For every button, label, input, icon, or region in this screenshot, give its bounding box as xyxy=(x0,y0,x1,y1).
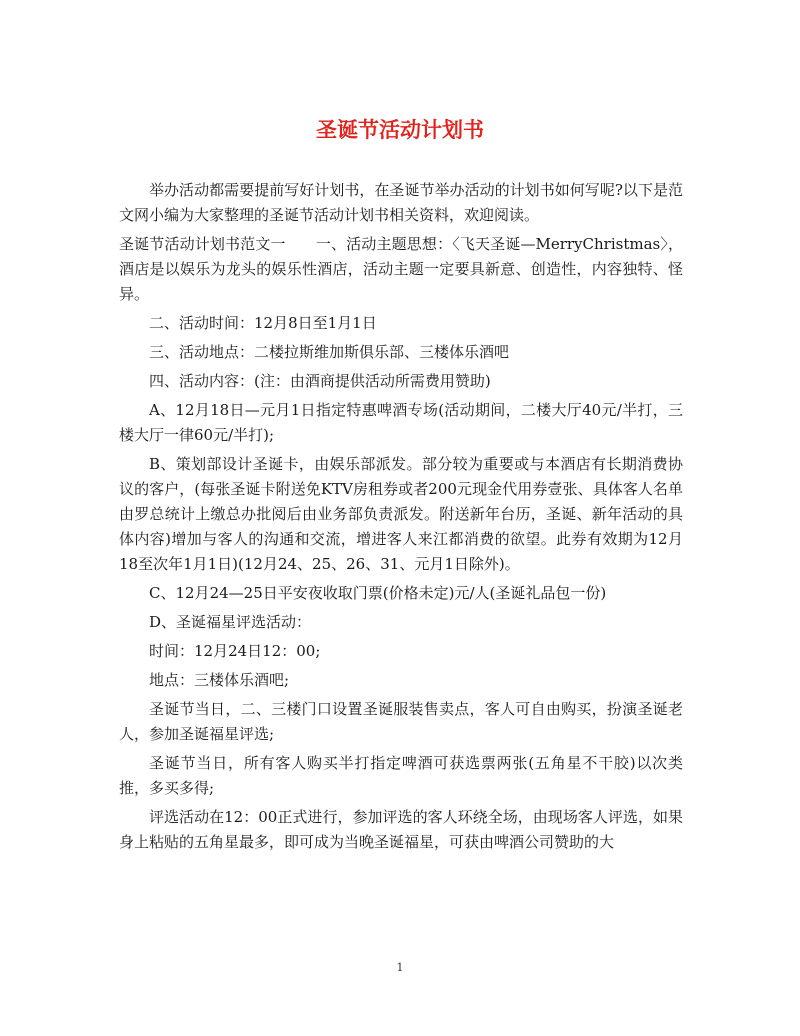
paragraph-theme: 圣诞节活动计划书范文一 一、活动主题思想：〈飞天圣诞—MerryChristmas〉，酒店是以娱乐为龙头的娱乐性酒店，活动主题一定要具新意、创造性，内容独特、怪异。 xyxy=(119,235,683,303)
paragraph-d-location: 地点：三楼体乐酒吧; xyxy=(149,671,290,689)
paragraph-location: 三、活动地点：二楼拉斯维加斯俱乐部、三楼体乐酒吧 xyxy=(149,343,510,361)
paragraph-content-heading: 四、活动内容：(注：由酒商提供活动所需费用赞助) xyxy=(149,372,491,390)
paragraph-costume: 圣诞节当日，二、三楼门口设置圣诞服装售卖点，客人可自由购买，扮演圣诞老人，参加圣诞福星评选; xyxy=(119,700,683,743)
paragraph-selection: 评选活动在12：00正式进行，参加评选的客人环绕全场，由现场客人评选，如果身上粘贴的五角星最多，即可成为当晚圣诞福星，可获由啤酒公司赞助的大 xyxy=(119,808,683,851)
paragraph-d-time: 时间：12月24日12：00; xyxy=(149,642,321,660)
paragraph-item-c: C、12月24—25日平安夜收取门票(价格未定)元/人(圣诞礼品包一份) xyxy=(149,584,607,602)
document-title: 圣诞节活动计划书 xyxy=(316,117,484,142)
paragraph-item-d: D、圣诞福星评选活动： xyxy=(149,613,312,631)
paragraph-item-b: B、策划部设计圣诞卡，由娱乐部派发。部分较为重要或与本酒店有长期消费协议的客户，(每张圣诞卡附送免KTV房租券或者200元现金代用券壹张、具体客人名单由罗总统计上缴总办批阅后由业务部负责派发。附送新年台历，圣诞、新年活动的具体内容)增加与客人的沟通和交流，增进客人来江都消费的欲望。此券有效期为12月18至次年1月1日)(12月24、25、26、31、元月1日除外)。 xyxy=(119,455,683,573)
paragraph-item-a: A、12月18日—元月1日指定特惠啤酒专场(活动期间，二楼大厅40元/半打，三楼大厅一律60元/半打); xyxy=(119,401,683,444)
paragraph-time: 二、活动时间：12月8日至1月1日 xyxy=(149,314,377,332)
page-number: 1 xyxy=(396,961,404,974)
document-body xyxy=(119,178,683,859)
paragraph-intro: 举办活动都需要提前写好计划书，在圣诞节举办活动的计划书如何写呢?以下是范文网小编为大家整理的圣诞节活动计划书相关资料，欢迎阅读。 xyxy=(119,181,683,224)
paragraph-votes: 圣诞节当日，所有客人购买半打指定啤酒可获选票两张(五角星不干胶)以次类推，多买多得; xyxy=(119,754,683,797)
